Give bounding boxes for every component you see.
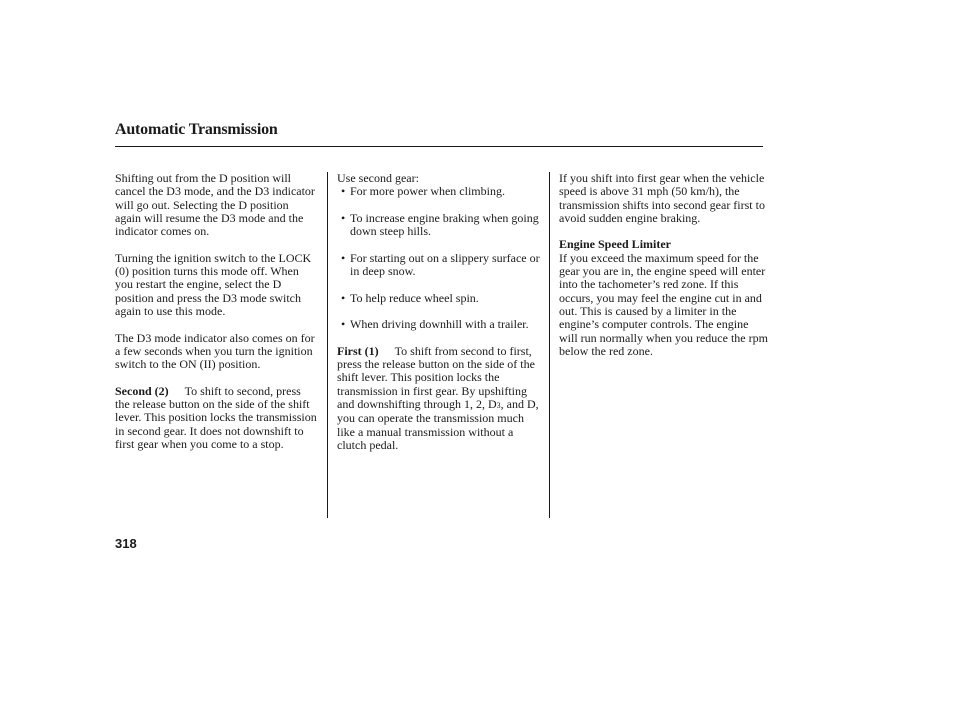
paragraph: Turning the ignition switch to the LOCK (0) position turns this mode off. When you restart the engine, select the D position and press the D3 mode switch again to use this mode. [115,250,312,318]
second-gear-section [115,385,317,451]
paragraph: Shifting out from the D position will cancel the D3 mode, and the D3 indicator will go out. Selecting the D position again will resume the D3 mode and the indicator comes on. [115,171,315,239]
page-number: 318 [115,536,137,551]
column-left [115,172,317,465]
second-gear-text: To shift to second, press the release button on the side of the shift lever. This position locks the transmission in second gear. It does not downshift to first gear when you come to a stop. [115,383,317,451]
engine-speed-limiter-text: If you exceed the maximum speed for the gear you are in, the engine speed will enter into the tachometer’s red zone. If this occurs, you may feel the engine cut in and out. This is caused by a limiter in the engine’s computer controls. The engine will run normally when you reduce the rpm below the red zone. [559,250,768,358]
paragraph: The D3 mode indicator also comes on for a few seconds when you turn the ignition switch to the ON (II) position. [115,330,315,372]
bullet-icon: • [341,250,346,265]
list-item: • To help reduce wheel spin. [341,290,479,305]
page-title: Automatic Transmission [115,121,278,138]
second-gear-intro: Use second gear: [337,171,419,185]
bullet-icon: • [341,317,346,332]
column-middle [337,172,543,466]
list-item: • For starting out on a slippery surface or in deep snow. [341,250,540,279]
second-gear-heading: Second (2) [115,383,169,398]
engine-speed-limiter-heading: Engine Speed Limiter [559,237,672,252]
column-divider [327,172,328,518]
list-item: • To increase engine braking when going down steep hills. [341,210,539,239]
title-rule [115,146,763,147]
column-right [559,172,769,371]
bullet-icon: • [341,290,346,305]
bullet-icon: • [341,210,346,225]
list-item: • For more power when climbing. [341,184,505,199]
second-gear-uses-list [337,185,543,331]
first-gear-heading: First (1) [337,343,379,358]
list-item: • When driving downhill with a trailer. [341,317,529,332]
column-divider [549,172,550,518]
paragraph: If you shift into first gear when the vehicle speed is above 31 mph (50 km/h), the transmission shifts into second gear first to avoid sudden engine braking. [559,171,765,225]
first-gear-section: First (1) To shift from second to first, press the release button on the side of the shift lever. This position locks the transmission in first gear. By upshifting and downshifting through 1, 2, D3, and D, you can operate the transmission much like a manual transmission without a clutch pedal. [337,343,539,452]
bullet-icon: • [341,184,346,199]
